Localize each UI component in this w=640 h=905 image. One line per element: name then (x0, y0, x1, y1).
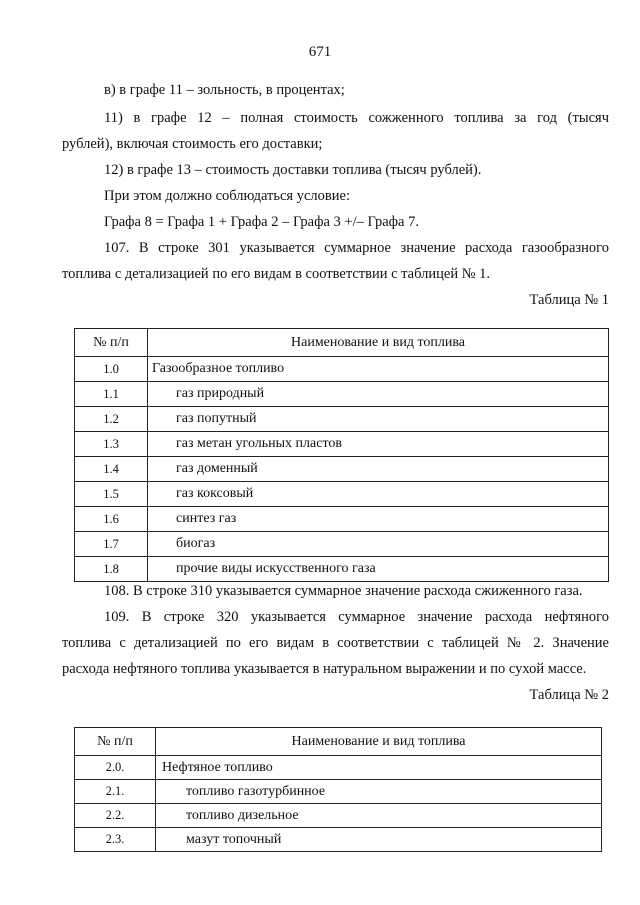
fuel-name: биогаз (148, 532, 609, 557)
item-12-graph-13: 12) в графе 13 – стоимость доставки топлива (тысяч рублей). (104, 162, 482, 178)
row-number: 1.6 (75, 507, 148, 532)
item-11-graph-12-line2: рублей), включая стоимость его доставки; (62, 136, 323, 152)
fuel-name: топливо дизельное (156, 804, 602, 828)
table-row (75, 828, 602, 852)
table-row (75, 407, 609, 432)
row-number: 2.3. (75, 828, 156, 852)
table-row (75, 357, 609, 382)
table-row (75, 804, 602, 828)
table-row (75, 482, 609, 507)
fuel-name: Газообразное топливо (148, 357, 609, 382)
item-v-graph-11: в) в графе 11 – зольность, в процентах; (104, 82, 345, 98)
table-row (75, 557, 609, 582)
paragraph-107-line1: 107. В строке 301 указывается суммарное значение расхода газообразного (104, 240, 609, 256)
condition-formula: Графа 8 = Графа 1 + Графа 2 – Графа 3 +/– Графа 7. (104, 214, 419, 230)
column-header-number: № п/п (75, 329, 148, 357)
table-row (75, 532, 609, 557)
paragraph-109-line3: расхода нефтяного топлива указывается в натуральном выражении и по сухой массе. (62, 661, 587, 677)
row-number: 2.0. (75, 756, 156, 780)
fuel-name: мазут топочный (156, 828, 602, 852)
paragraph-109-line1: 109. В строке 320 указывается суммарное значение расхода нефтяного (104, 609, 609, 625)
table-row (75, 382, 609, 407)
paragraph-107-line2: топлива с детализацией по его видам в соответствии с таблицей № 1. (62, 266, 491, 282)
row-number: 1.8 (75, 557, 148, 582)
paragraph-109-line2: топлива с детализацией по его видам в соответствии с таблицей № 2. Значение (62, 635, 609, 651)
fuel-name: синтез газ (148, 507, 609, 532)
condition-intro: При этом должно соблюдаться условие: (104, 188, 350, 204)
row-number: 1.7 (75, 532, 148, 557)
row-number: 1.5 (75, 482, 148, 507)
item-11-graph-12-line1: 11) в графе 12 – полная стоимость сожженного топлива за год (тысяч (104, 110, 609, 126)
table-row (75, 756, 602, 780)
table-row (75, 507, 609, 532)
row-number: 1.0 (75, 357, 148, 382)
table1-caption: Таблица № 1 (529, 292, 609, 308)
table-header-row (75, 728, 602, 756)
paragraph-108: 108. В строке 310 указывается суммарное значение расхода сжиженного газа. (104, 583, 583, 599)
gas-fuel-table (74, 328, 609, 582)
table-row (75, 780, 602, 804)
row-number: 2.1. (75, 780, 156, 804)
oil-fuel-table (74, 727, 602, 852)
column-header-fuel-name: Наименование и вид топлива (156, 728, 602, 756)
table-row (75, 432, 609, 457)
fuel-name: газ природный (148, 382, 609, 407)
fuel-name: топливо газотурбинное (156, 780, 602, 804)
page-number: 671 (308, 44, 332, 60)
column-header-fuel-name: Наименование и вид топлива (148, 329, 609, 357)
fuel-name: газ метан угольных пластов (148, 432, 609, 457)
table2-caption: Таблица № 2 (529, 687, 609, 703)
row-number: 2.2. (75, 804, 156, 828)
row-number: 1.2 (75, 407, 148, 432)
table-row (75, 457, 609, 482)
row-number: 1.1 (75, 382, 148, 407)
fuel-name: прочие виды искусственного газа (148, 557, 609, 582)
column-header-number: № п/п (75, 728, 156, 756)
fuel-name: газ попутный (148, 407, 609, 432)
fuel-name: газ коксовый (148, 482, 609, 507)
fuel-name: газ доменный (148, 457, 609, 482)
row-number: 1.3 (75, 432, 148, 457)
row-number: 1.4 (75, 457, 148, 482)
table-header-row (75, 329, 609, 357)
fuel-name: Нефтяное топливо (156, 756, 602, 780)
